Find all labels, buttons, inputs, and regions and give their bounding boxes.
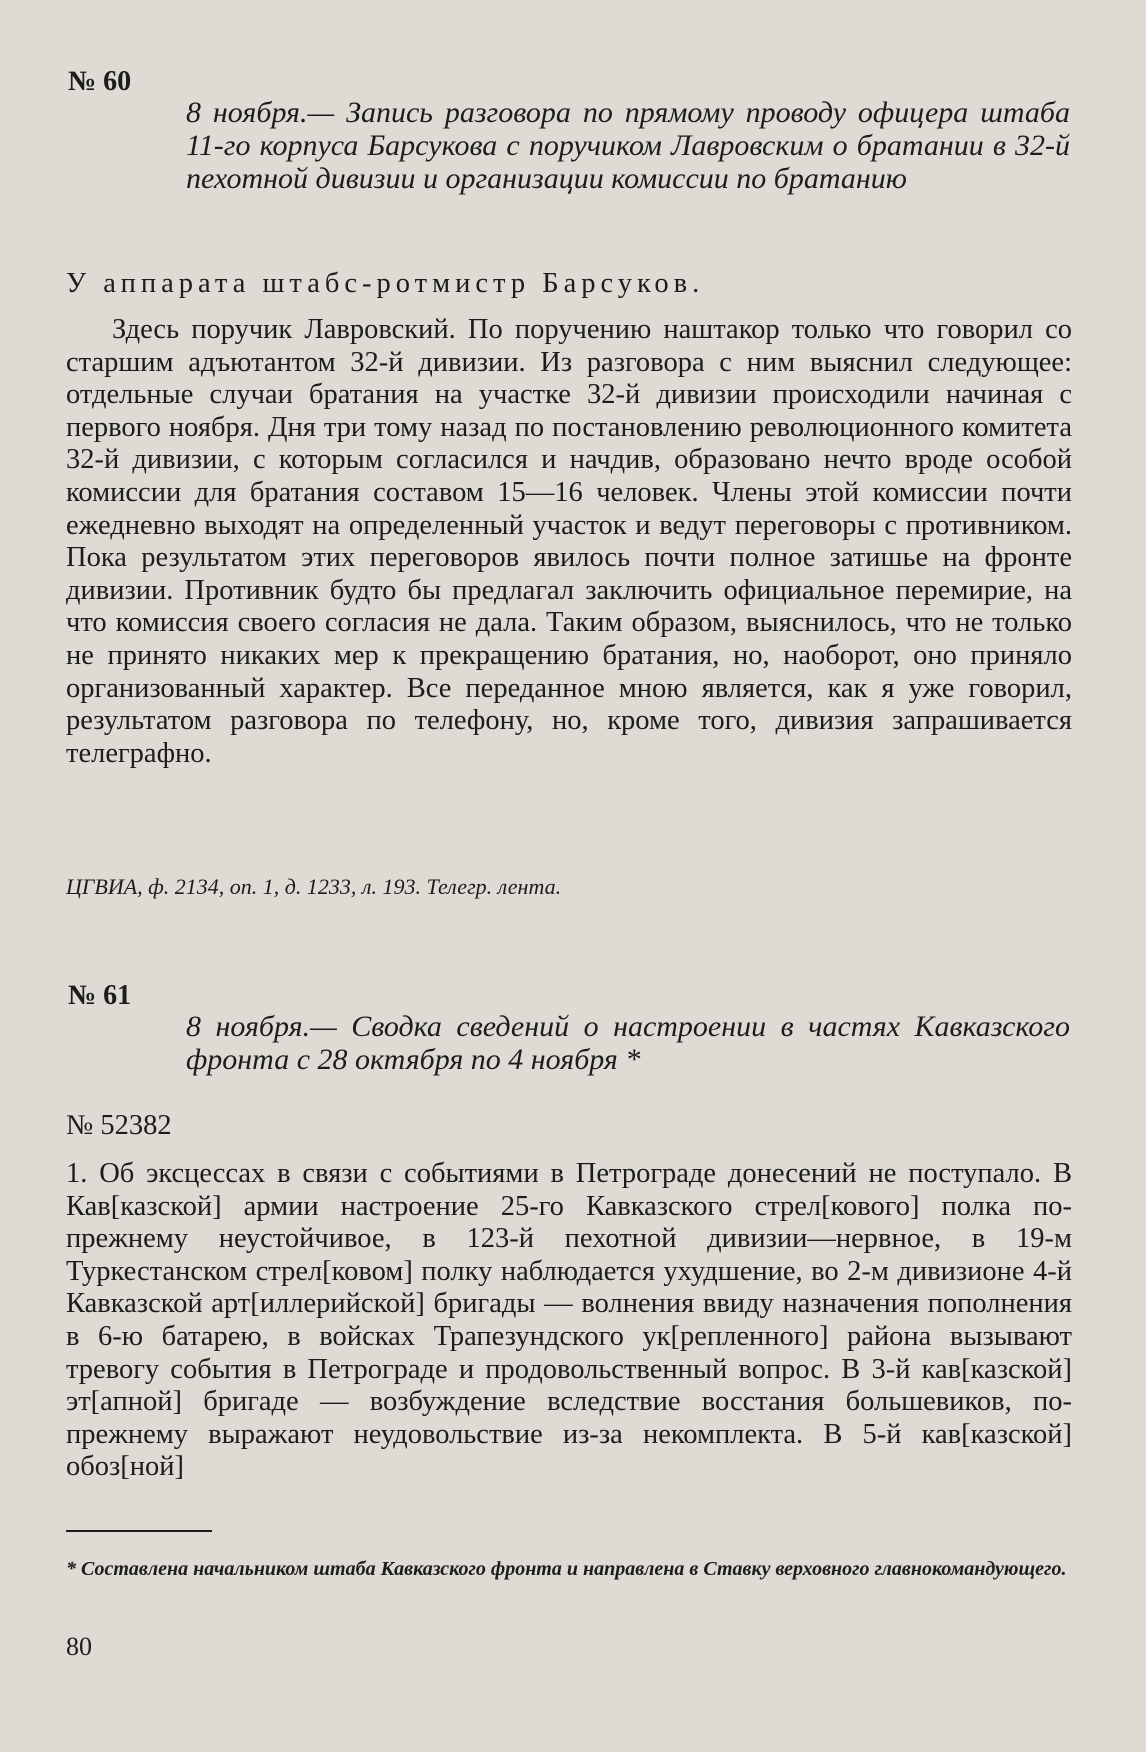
footnote: * Составлена начальником штаба Кавказского фронта и направлена в Ставку верховного главнокомандующего. <box>66 1558 1067 1580</box>
document-body-61: 1. Об эксцессах в связи с событиями в Петрограде донесений не поступало. В Кав[казской] армии настроение 25-го Кавказского стрел[кового] полка по-прежнему неустойчивое, в 123-й пехотной дивизии—нервное, в 19-м Туркестанском стрел[ковом] полку наблюдается ухудшение, во 2-м дивизионе 4-й Кавказской арт[иллерийской] бригады — волнения ввиду назначения пополнения в 6-ю батарею, в войсках Трапезундского ук[репленного] района вызывают тревогу события в Петрограде и продовольственный вопрос. В 3-й кав[казской] эт[апной] бригаде — возбуждение вследствие восстания большевиков, по-прежнему выражают неудовольствие из-за некомплекта. В 5-й кав[казской] обоз[ной] <box>66 1158 1072 1483</box>
archive-source: ЦГВИА, ф. 2134, оп. 1, д. 1233, л. 193. Телегр. лента. <box>66 874 562 899</box>
reference-number: № 52382 <box>66 1110 172 1141</box>
document-number-60: № 60 <box>68 66 132 97</box>
speaker-line: У аппарата штабс-ротмистр Барсуков. <box>66 268 705 299</box>
document-title-60: 8 ноября.— Запись разговора по прямому проводу офицера штаба 11-го корпуса Барсукова с поручиком Лавровским о братании в 32-й пехотной дивизии и организации комиссии по братанию <box>186 96 1070 195</box>
document-body-60: Здесь поручик Лавровский. По поручению наштакор только что говорил со старшим адъютантом 32-й дивизии. Из разговора с ним выяснил следующее: отдельные случаи братания на участке 32-й дивизии происходили начиная с первого ноября. Дня три тому назад по постановлению революционного комитета 32-й дивизии, с которым согласился и начдив, образовано нечто вроде особой комиссии для братания составом 15—16 человек. Члены этой комиссии почти ежедневно выходят на определенный участок и ведут переговоры с противником. Пока результатом этих переговоров явилось почти полное затишье на фронте дивизии. Противник будто бы предлагал заключить официальное перемирие, на что комиссия своего согласия не дала. Таким образом, выяснилось, что не только не принято никаких мер к прекращению братания, но, наоборот, оно приняло организованный характер. Все переданное мною является, как я уже говорил, результатом разговора по телефону, но, кроме того, дивизия запрашивается телеграфно. <box>66 314 1072 769</box>
page-number: 80 <box>66 1632 92 1661</box>
document-number-61: № 61 <box>68 980 132 1011</box>
footnote-divider <box>66 1530 212 1532</box>
document-title-61: 8 ноября.— Сводка сведений о настроении в частях Кавказского фронта с 28 октября по 4 ноября * <box>186 1010 1070 1076</box>
